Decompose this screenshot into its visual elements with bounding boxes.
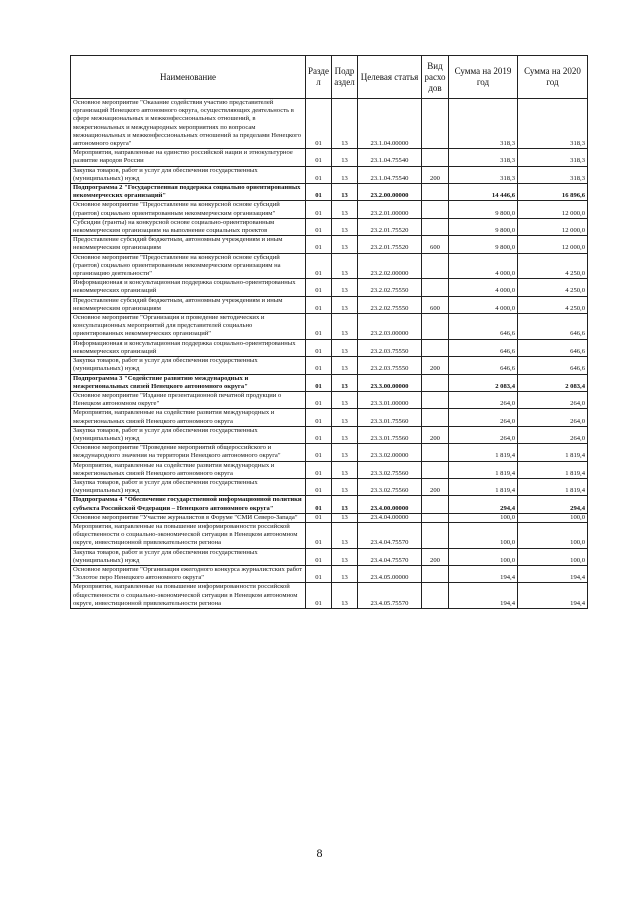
row-sum-2019: 318,3 (449, 166, 518, 183)
row-target-item: 23.3.02.75560 (358, 478, 422, 495)
table-row (71, 513, 588, 522)
row-expense-type (422, 218, 449, 235)
row-section: 01 (306, 296, 332, 313)
row-sum-2019: 194,4 (449, 565, 518, 582)
page-number: 8 (316, 846, 323, 860)
header-sum-2020: Сумма на 2020 год (518, 56, 588, 99)
table-row (71, 522, 588, 548)
row-sum-2019: 264,0 (449, 391, 518, 408)
table-row (71, 409, 588, 426)
row-name: Закупка товаров, работ и услуг для обеспечения государственных (муниципальных) нужд (71, 478, 306, 495)
row-target-item: 23.3.02.75560 (358, 461, 422, 478)
row-expense-type: 200 (422, 166, 449, 183)
table-header-row (71, 56, 588, 99)
row-target-item: 23.4.04.75570 (358, 522, 422, 548)
row-name: Основное мероприятие "Проведение мероприятий общероссийского и международного значения на территории Ненецкого автономного округа" (71, 444, 306, 461)
row-sum-2019: 318,3 (449, 99, 518, 149)
row-sum-2019: 264,0 (449, 426, 518, 443)
row-name: Основное мероприятие "Предоставление на конкурсной основе субсидий (грантов) социально ориентированным некоммерческим организациям" (71, 201, 306, 218)
table-row (71, 99, 588, 149)
row-expense-type: 200 (422, 548, 449, 565)
row-sum-2020: 1 819,4 (518, 478, 588, 495)
row-expense-type (422, 409, 449, 426)
row-sum-2020: 318,3 (518, 149, 588, 166)
row-expense-type (422, 99, 449, 149)
row-subsection: 13 (332, 357, 358, 374)
row-section: 01 (306, 149, 332, 166)
row-sum-2020: 16 896,6 (518, 184, 588, 201)
row-section: 01 (306, 513, 332, 522)
row-section: 01 (306, 236, 332, 253)
row-section: 01 (306, 374, 332, 391)
budget-table (70, 55, 588, 609)
table-row (71, 496, 588, 513)
row-sum-2020: 100,0 (518, 522, 588, 548)
row-sum-2019: 14 446,6 (449, 184, 518, 201)
row-sum-2019: 9 800,0 (449, 218, 518, 235)
row-sum-2020: 100,0 (518, 548, 588, 565)
row-sum-2020: 12 000,0 (518, 236, 588, 253)
row-expense-type (422, 583, 449, 609)
row-sum-2020: 1 819,4 (518, 444, 588, 461)
row-subsection: 13 (332, 149, 358, 166)
row-name: Предоставление субсидий бюджетным, автономным учреждениям и иным некоммерческим организациям (71, 236, 306, 253)
row-sum-2019: 4 000,0 (449, 253, 518, 279)
row-name: Подпрограмма 2 "Государственная поддержка социально ориентированных некоммерческих организаций" (71, 184, 306, 201)
header-name: Наименование (71, 56, 306, 99)
row-section: 01 (306, 339, 332, 356)
row-target-item: 23.2.03.75550 (358, 339, 422, 356)
row-expense-type (422, 513, 449, 522)
row-subsection: 13 (332, 253, 358, 279)
table-row (71, 296, 588, 313)
table-row (71, 478, 588, 495)
row-subsection: 13 (332, 409, 358, 426)
row-name: Информационная и консультационная поддержка социально-ориентированных некоммерческих организаций (71, 339, 306, 356)
row-section: 01 (306, 201, 332, 218)
row-name: Подпрограмма 3 "Содействие развитию международных и межрегиональных связей Ненецкого автономного округа" (71, 374, 306, 391)
row-name: Мероприятия, направленные на содействие развития международных и межрегиональных связей Ненецкого автономного округа (71, 409, 306, 426)
row-name: Основное мероприятие "Предоставление на конкурсной основе субсидий (грантов) социально ориентированным некоммерческим организациям на организацию деятельности" (71, 253, 306, 279)
row-section: 01 (306, 253, 332, 279)
row-subsection: 13 (332, 236, 358, 253)
row-name: Основное мероприятие "Издание презентационной печатной продукции о Ненецком автономном округе" (71, 391, 306, 408)
row-sum-2020: 646,6 (518, 314, 588, 340)
row-expense-type: 200 (422, 478, 449, 495)
row-subsection: 13 (332, 444, 358, 461)
row-sum-2020: 318,3 (518, 166, 588, 183)
row-target-item: 23.2.01.75520 (358, 218, 422, 235)
row-target-item: 23.2.02.75550 (358, 279, 422, 296)
row-name: Основное мероприятие "Оказание содействия участию представителей организаций Ненецкого автономного округа, осуществляющих деятельность в сфере межнациональных и межконфессиональных отношений, в межрегиональных и международных мероприятиях по вопросам межнациональных и межконфессиональных отношений за пределами Ненецкого автономного округа" (71, 99, 306, 149)
row-section: 01 (306, 496, 332, 513)
row-subsection: 13 (332, 184, 358, 201)
row-name: Закупка товаров, работ и услуг для обеспечения государственных (муниципальных) нужд (71, 166, 306, 183)
row-sum-2019: 2 083,4 (449, 374, 518, 391)
row-sum-2019: 9 800,0 (449, 236, 518, 253)
row-name: Мероприятия, направленные на повышение информированности российской общественности о социально-экономической ситуации в Ненецком автономном округе, инвестиционной привлекательности региона (71, 522, 306, 548)
row-subsection: 13 (332, 279, 358, 296)
row-target-item: 23.2.03.75550 (358, 357, 422, 374)
table-row (71, 166, 588, 183)
table-row (71, 184, 588, 201)
row-expense-type (422, 391, 449, 408)
table-row (71, 461, 588, 478)
row-section: 01 (306, 314, 332, 340)
row-section: 01 (306, 357, 332, 374)
row-section: 01 (306, 478, 332, 495)
row-section: 01 (306, 444, 332, 461)
row-target-item: 23.2.02.75550 (358, 296, 422, 313)
table-row (71, 149, 588, 166)
row-target-item: 23.4.04.75570 (358, 548, 422, 565)
row-sum-2019: 318,3 (449, 149, 518, 166)
header-sum-2019: Сумма на 2019 год (449, 56, 518, 99)
row-expense-type (422, 444, 449, 461)
row-target-item: 23.3.01.75560 (358, 426, 422, 443)
row-subsection: 13 (332, 583, 358, 609)
row-target-item: 23.2.01.75520 (358, 236, 422, 253)
row-sum-2020: 194,4 (518, 583, 588, 609)
row-expense-type (422, 461, 449, 478)
row-sum-2019: 646,6 (449, 339, 518, 356)
row-sum-2019: 9 800,0 (449, 201, 518, 218)
row-expense-type: 200 (422, 357, 449, 374)
table-row (71, 374, 588, 391)
table-row (71, 314, 588, 340)
row-section: 01 (306, 279, 332, 296)
row-sum-2020: 4 250,0 (518, 279, 588, 296)
row-subsection: 13 (332, 426, 358, 443)
row-expense-type: 200 (422, 426, 449, 443)
row-name: Информационная и консультационная поддержка социально-ориентированных некоммерческих организаций (71, 279, 306, 296)
table-row (71, 426, 588, 443)
row-section: 01 (306, 409, 332, 426)
row-target-item: 23.2.01.00000 (358, 201, 422, 218)
row-subsection: 13 (332, 565, 358, 582)
row-expense-type (422, 184, 449, 201)
row-sum-2020: 4 250,0 (518, 253, 588, 279)
row-expense-type (422, 374, 449, 391)
row-sum-2020: 264,0 (518, 391, 588, 408)
row-subsection: 13 (332, 391, 358, 408)
row-sum-2019: 100,0 (449, 513, 518, 522)
table-row (71, 444, 588, 461)
row-target-item: 23.4.05.00000 (358, 565, 422, 582)
row-expense-type (422, 339, 449, 356)
header-target-item: Целевая статья (358, 56, 422, 99)
row-name: Закупка товаров, работ и услуг для обеспечения государственных (муниципальных) нужд (71, 357, 306, 374)
table-row (71, 279, 588, 296)
row-sum-2020: 194,4 (518, 565, 588, 582)
row-expense-type (422, 149, 449, 166)
row-sum-2019: 100,0 (449, 522, 518, 548)
row-sum-2019: 1 819,4 (449, 461, 518, 478)
row-subsection: 13 (332, 201, 358, 218)
table-row (71, 218, 588, 235)
row-sum-2020: 2 083,4 (518, 374, 588, 391)
row-expense-type: 600 (422, 296, 449, 313)
row-expense-type (422, 201, 449, 218)
header-section: Разде л (306, 56, 332, 99)
row-subsection: 13 (332, 548, 358, 565)
row-sum-2019: 646,6 (449, 314, 518, 340)
row-section: 01 (306, 166, 332, 183)
row-name: Субсидии (гранты) на конкурсной основе социально-ориентированным некоммерческим организациям на выполнение социальных проектов (71, 218, 306, 235)
row-section: 01 (306, 461, 332, 478)
row-sum-2020: 100,0 (518, 513, 588, 522)
row-name: Закупка товаров, работ и услуг для обеспечения государственных (муниципальных) нужд (71, 548, 306, 565)
row-name: Подпрограмма 4 "Обеспечение государственной информационной политики субъекта Российской Федерации – Ненецкого автономного округа" (71, 496, 306, 513)
row-name: Предоставление субсидий бюджетным, автономным учреждениям и иным некоммерческим организациям (71, 296, 306, 313)
row-section: 01 (306, 218, 332, 235)
row-sum-2020: 264,0 (518, 409, 588, 426)
row-subsection: 13 (332, 314, 358, 340)
row-sum-2020: 646,6 (518, 357, 588, 374)
row-target-item: 23.1.04.75540 (358, 166, 422, 183)
table-row (71, 253, 588, 279)
row-target-item: 23.3.01.75560 (358, 409, 422, 426)
row-target-item: 23.3.02.00000 (358, 444, 422, 461)
row-target-item: 23.1.04.00000 (358, 99, 422, 149)
row-expense-type (422, 565, 449, 582)
row-subsection: 13 (332, 513, 358, 522)
table-row (71, 565, 588, 582)
row-sum-2020: 12 000,0 (518, 218, 588, 235)
row-sum-2019: 194,4 (449, 583, 518, 609)
row-name: Закупка товаров, работ и услуг для обеспечения государственных (муниципальных) нужд (71, 426, 306, 443)
table-row (71, 357, 588, 374)
row-sum-2019: 100,0 (449, 548, 518, 565)
row-section: 01 (306, 426, 332, 443)
row-name: Мероприятия, направленные на содействие развития международных и межрегиональных связей Ненецкого автономного округа (71, 461, 306, 478)
row-sum-2020: 1 819,4 (518, 461, 588, 478)
row-subsection: 13 (332, 461, 358, 478)
row-target-item: 23.4.00.00000 (358, 496, 422, 513)
row-expense-type: 600 (422, 236, 449, 253)
row-target-item: 23.3.01.00000 (358, 391, 422, 408)
table-row (71, 548, 588, 565)
row-sum-2020: 264,0 (518, 426, 588, 443)
row-target-item: 23.2.02.00000 (358, 253, 422, 279)
row-sum-2019: 4 000,0 (449, 296, 518, 313)
row-subsection: 13 (332, 374, 358, 391)
row-sum-2020: 4 250,0 (518, 296, 588, 313)
header-expense-type: Вид расхо дов (422, 56, 449, 99)
row-target-item: 23.4.04.00000 (358, 513, 422, 522)
row-section: 01 (306, 391, 332, 408)
row-subsection: 13 (332, 478, 358, 495)
row-sum-2019: 646,6 (449, 357, 518, 374)
table-row (71, 339, 588, 356)
row-sum-2020: 294,4 (518, 496, 588, 513)
row-section: 01 (306, 99, 332, 149)
header-subsection: Подр аздел (332, 56, 358, 99)
row-subsection: 13 (332, 339, 358, 356)
row-target-item: 23.1.04.75540 (358, 149, 422, 166)
row-sum-2020: 318,3 (518, 99, 588, 149)
row-expense-type (422, 279, 449, 296)
row-section: 01 (306, 522, 332, 548)
table-row (71, 583, 588, 609)
row-name: Основное мероприятие "Организация и проведение методических и консультационных мероприятий для представителей социально ориентированных некоммерческих организаций" (71, 314, 306, 340)
row-subsection: 13 (332, 218, 358, 235)
row-target-item: 23.2.00.00000 (358, 184, 422, 201)
row-name: Мероприятия, направленные на единство российской нации и этнокультурное развитие народов России (71, 149, 306, 166)
table-row (71, 201, 588, 218)
row-sum-2019: 294,4 (449, 496, 518, 513)
row-sum-2020: 646,6 (518, 339, 588, 356)
table-row (71, 391, 588, 408)
row-subsection: 13 (332, 166, 358, 183)
row-section: 01 (306, 583, 332, 609)
row-subsection: 13 (332, 99, 358, 149)
row-expense-type (422, 314, 449, 340)
row-expense-type (422, 522, 449, 548)
row-expense-type (422, 496, 449, 513)
row-target-item: 23.4.05.75570 (358, 583, 422, 609)
row-sum-2019: 1 819,4 (449, 444, 518, 461)
row-section: 01 (306, 184, 332, 201)
row-name: Основное мероприятие "Организация ежегодного конкурса журналистских работ "Золотое перо Ненецкого автономного округа" (71, 565, 306, 582)
row-name: Мероприятия, направленные на повышение информированности российской общественности о социально-экономической ситуации в Ненецком автономном округе, инвестиционной привлекательности региона (71, 583, 306, 609)
row-subsection: 13 (332, 296, 358, 313)
row-target-item: 23.3.00.00000 (358, 374, 422, 391)
table-row (71, 236, 588, 253)
row-expense-type (422, 253, 449, 279)
row-subsection: 13 (332, 522, 358, 548)
row-sum-2019: 1 819,4 (449, 478, 518, 495)
row-section: 01 (306, 548, 332, 565)
row-sum-2019: 4 000,0 (449, 279, 518, 296)
row-section: 01 (306, 565, 332, 582)
row-sum-2019: 264,0 (449, 409, 518, 426)
table-body (71, 99, 588, 609)
row-subsection: 13 (332, 496, 358, 513)
row-name: Основное мероприятие "Участие журналистов в Форуме "СМИ Северо-Запада" (71, 513, 306, 522)
row-target-item: 23.2.03.00000 (358, 314, 422, 340)
row-sum-2020: 12 000,0 (518, 201, 588, 218)
